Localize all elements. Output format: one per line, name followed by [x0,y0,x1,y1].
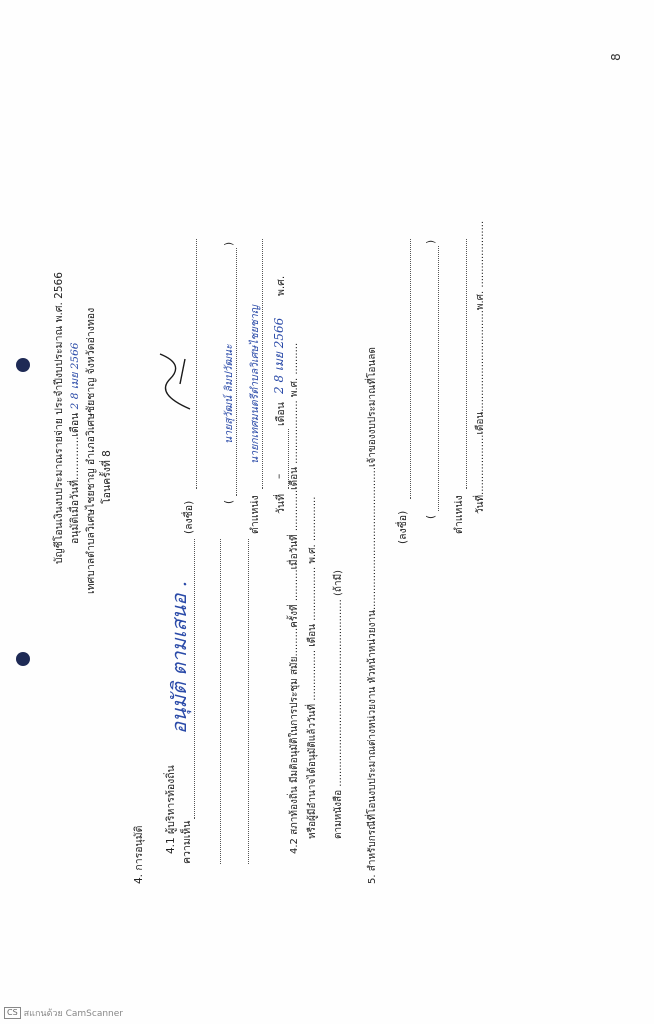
book-number: ตามหนังสือ ........................................................... (ถ้ามี) [333,569,344,839]
date-year-label: พ.ศ. [275,275,287,296]
date-month-label: เดือน [275,402,287,426]
opinion-label: ความเห็น [181,820,193,864]
name-close-5: ) [425,239,437,244]
camscanner-watermark: CS สแกนด้วย CamScanner [4,1006,123,1020]
signature-mark [150,344,200,414]
seal-icon [16,358,30,372]
signature-line-5 [410,239,411,499]
opinion-handwriting: อนุมัติ ตามเสนอ . [167,580,191,734]
sign-label-5: (ลงชื่อ) [397,510,409,544]
date-label: วันที่ [275,494,287,514]
opinion-line [194,539,195,819]
header-municipality: เทศบาลตำบลวิเศษไชยชาญ อำเภอวิเศษชัยชาญ จังหวัดอ่างทอง [85,307,97,594]
position-line [262,239,263,489]
position-line-5 [466,239,467,489]
position-handwriting: นายกเทศมนตรีตำบลวิเศษไชยชาญ [249,305,261,464]
header-title: บัญชีโอนเงินงบประมาณรายจ่าย ประจำปีงบประมาณ พ.ศ. 2566 [53,272,65,564]
opinion-line [220,539,221,864]
name-handwriting: นายสุวัฒน์ ลิมปวัฒนะ [223,344,235,444]
sign-label: (ลงชื่อ) [183,500,195,534]
date-handwriting: 2 8 เมย 2566 [272,317,286,394]
camscanner-icon: CS [4,1007,21,1019]
position-label-5: ตำแหน่ง [453,495,465,534]
section42-line2: หรือผู้มีอำนาจได้อนุมัติแล้ววันที่ ................ เดือน ................. พ.ศ. .............. [307,496,318,839]
seal-icon [16,652,30,666]
header-approved-date: อนุมัติเมื่อวันที่.............เดือน 2 8 เมย 2566 [69,342,81,544]
position-label: ตำแหน่ง [249,495,261,534]
name-open-5: ( [425,514,437,519]
name-line-5 [438,246,439,511]
section5-title: 5. สำหรับกรณีที่โอนงบประมาณต่างหน่วยงาน หัวหน้าหน่วยงาน.............................................เจ้าของงบประมาณที่โอนลด [367,347,378,884]
date-day-dash: – [273,473,285,479]
section42-line1: 4.2 สภาท้องถิ่น มีมติอนุมัติในการประชุม สมัย.........ครั้งที่ ..........เมื่อวันที่ .............เดือน .................... พ.ศ. .......... [289,342,300,854]
opinion-line [248,539,249,864]
header-transfer-no: โอนครั้งที่ 8 [101,450,113,504]
name-open: ( [223,499,235,504]
name-close: ) [223,241,235,246]
section4-title: 4. การอนุมัติ [133,825,145,884]
section41-title: 4.1 ผู้บริหารท้องถิ่น [165,765,177,854]
page-number: 8 [608,53,623,61]
date-line-5: วันที่...................เดือน................................พ.ศ. ..................... [475,220,486,514]
name-line [236,248,237,496]
